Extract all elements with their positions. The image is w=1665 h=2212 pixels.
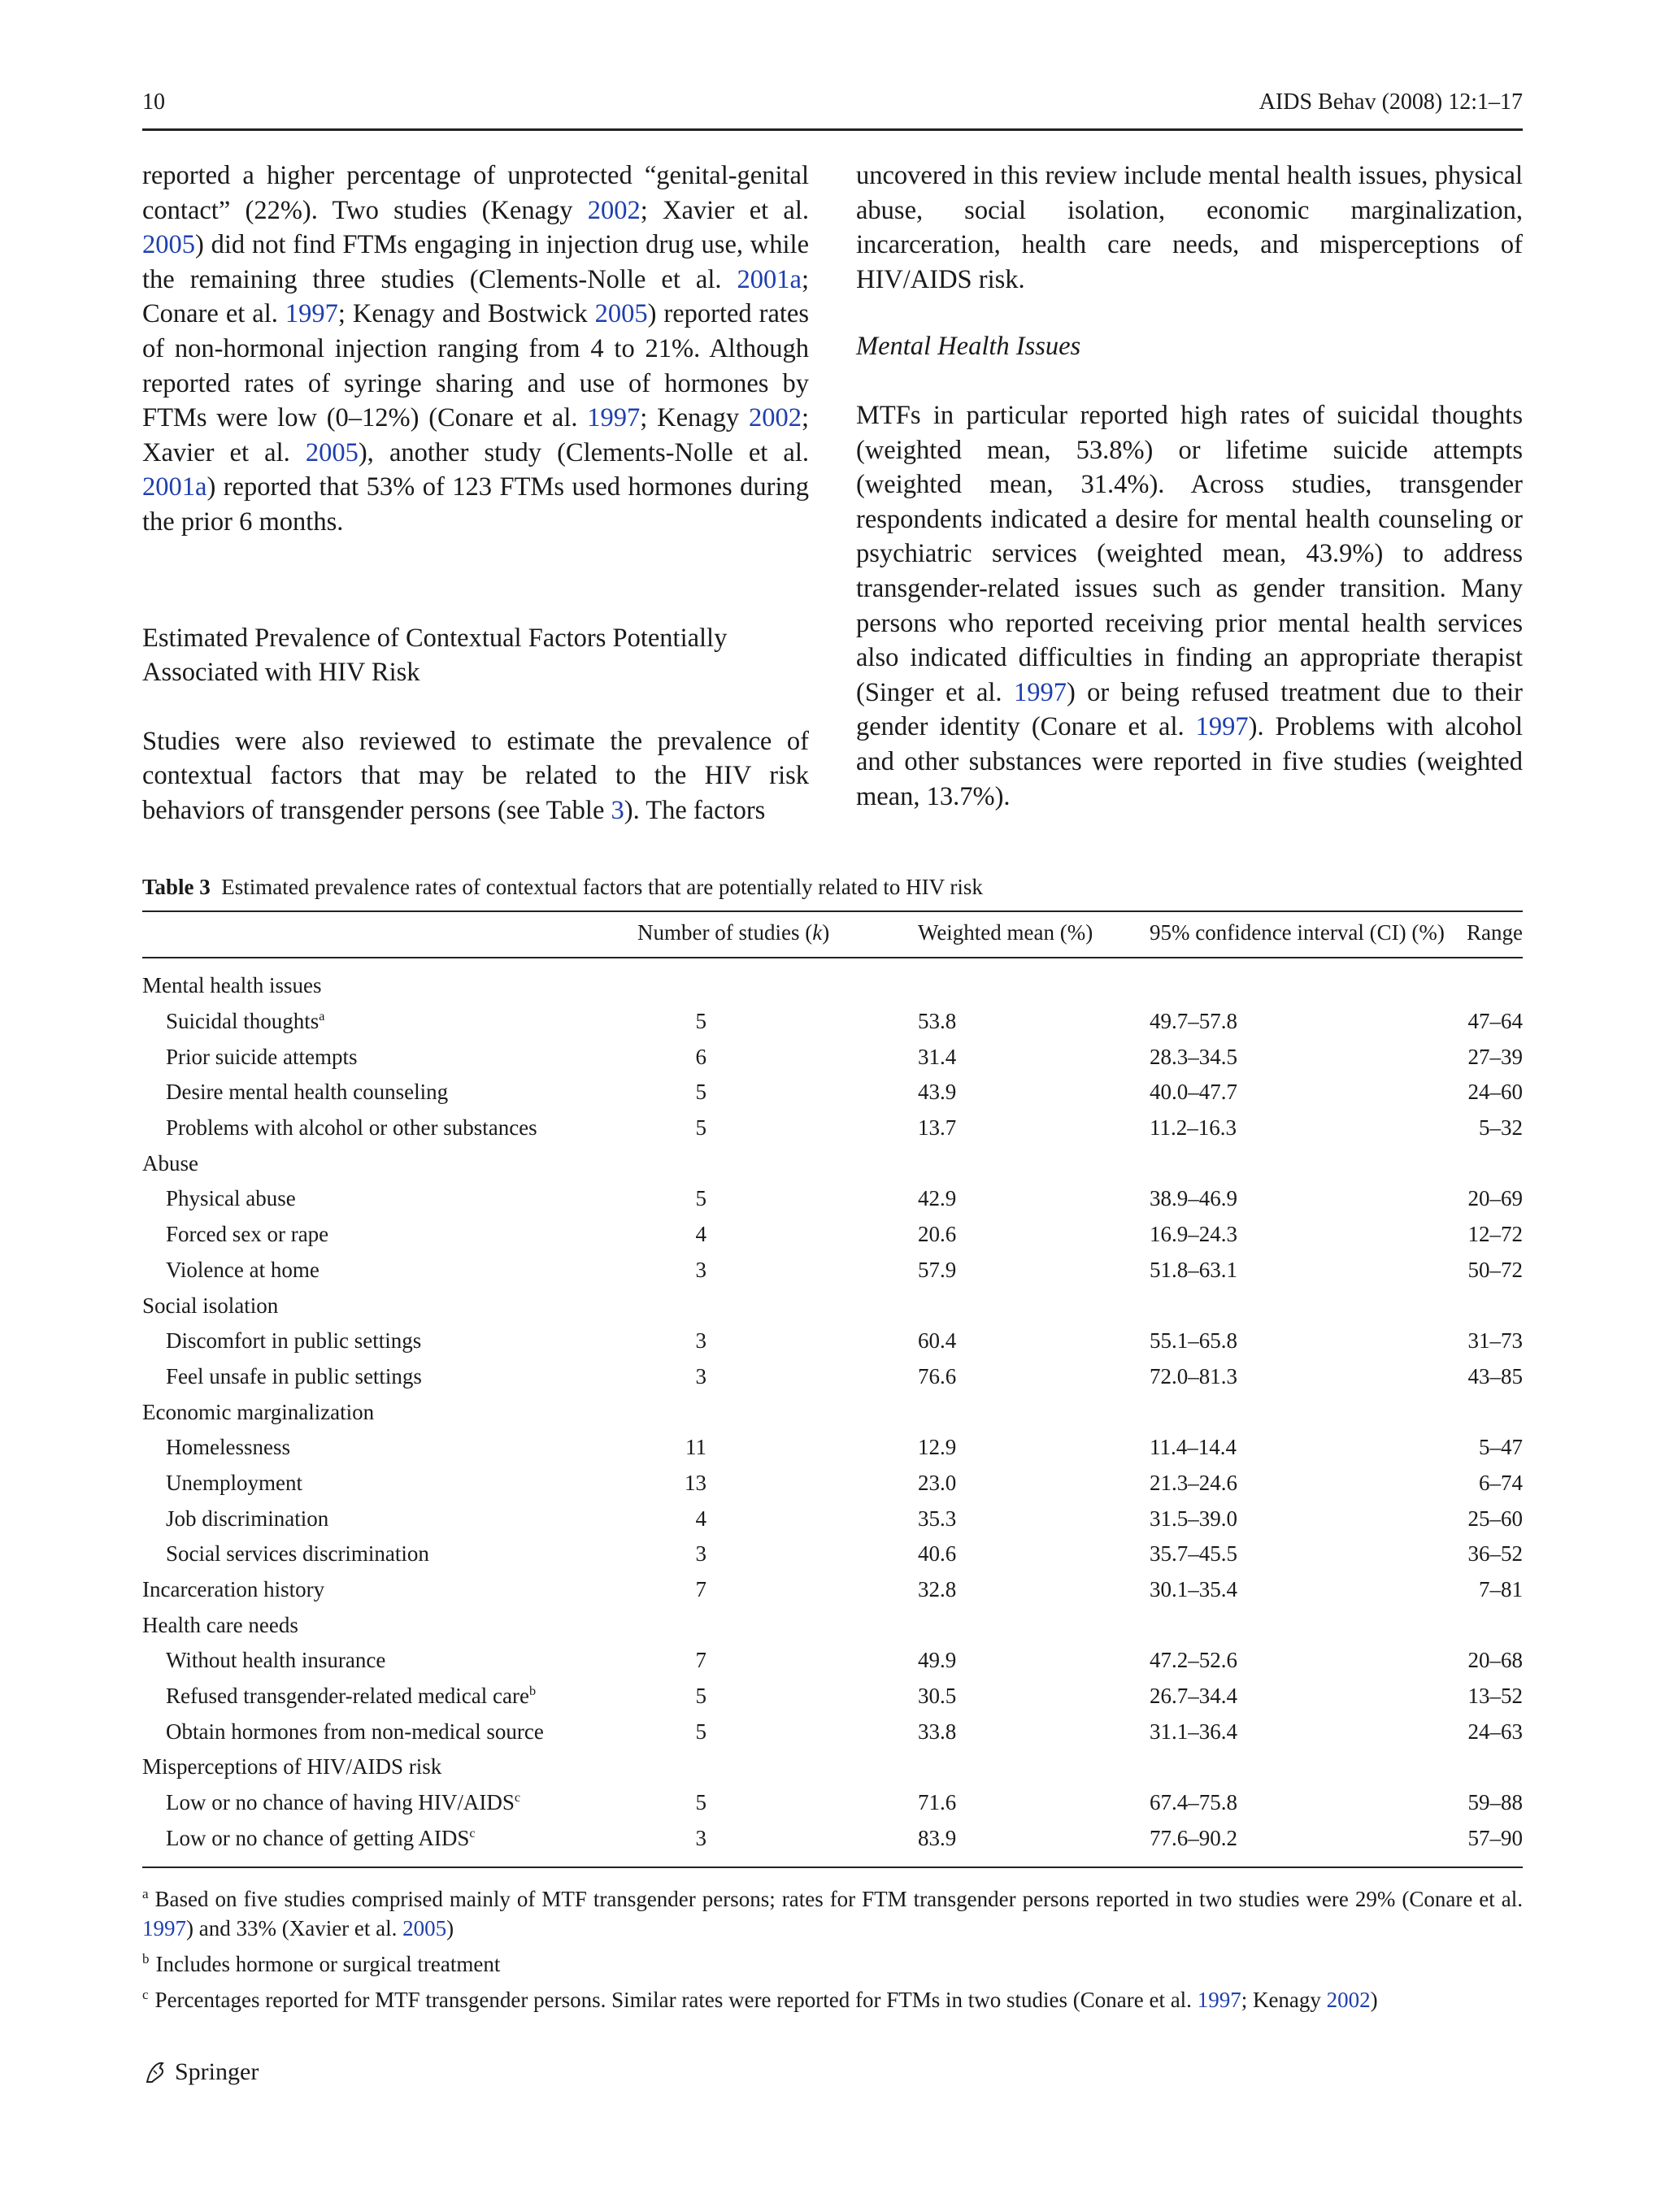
num-studies-cell: 3 (695, 1363, 706, 1388)
subsection-heading: Mental Health Issues (856, 332, 1081, 362)
table-row (142, 1466, 1523, 1501)
row-label: Without health insurance (166, 1648, 386, 1673)
table-row (142, 1714, 1523, 1749)
num-studies-cell: 7 (695, 1648, 706, 1673)
row-label: Physical abuse (166, 1186, 296, 1211)
range-cell: 6–74 (1479, 1470, 1523, 1495)
empty-cell (918, 958, 1150, 1004)
table-row (142, 1004, 1523, 1040)
weighted-mean-cell: 57.9 (918, 1257, 957, 1282)
ci-cell: 47.2–52.6 (1150, 1648, 1237, 1673)
table-row (142, 1253, 1523, 1289)
num-studies-cell: 5 (695, 1790, 706, 1815)
table-row (142, 1075, 1523, 1110)
num-studies-cell: 3 (695, 1541, 706, 1567)
citation-link[interactable]: 2002 (748, 403, 802, 433)
empty-cell (1150, 1607, 1445, 1643)
row-label: Mental health issues (142, 973, 322, 998)
row-label: Low or no chance of getting AIDS$^c$ (166, 1825, 476, 1850)
ci-cell: 30.1–35.4 (1150, 1577, 1237, 1602)
empty-cell (637, 1394, 918, 1430)
range-cell: 57–90 (1467, 1825, 1523, 1850)
weighted-mean-cell: 20.6 (918, 1222, 957, 1247)
range-cell: 31–73 (1467, 1328, 1523, 1354)
footnote-marker: c (514, 1790, 521, 1806)
running-header (142, 89, 1523, 131)
ci-cell: 77.6–90.2 (1150, 1825, 1237, 1850)
citation-link[interactable]: 1997 (1013, 677, 1067, 707)
row-label: Social isolation (142, 1293, 279, 1318)
row-label: Desire mental health counseling (166, 1080, 449, 1105)
table-row (142, 1430, 1523, 1466)
empty-cell (637, 1749, 918, 1785)
footnote-c: $^c$ Percentages reported for MTF transgender persons. Similar rates were reported for FTMs in two studies (Conare et al. 1997; Kenagy 2002) (142, 1987, 1378, 2012)
row-label: Unemployment (166, 1470, 302, 1495)
row-label: Social services discrimination (166, 1541, 429, 1567)
empty-cell (1150, 1145, 1445, 1181)
col-header-ci: 95% confidence interval (CI) (%) (1150, 911, 1445, 958)
citation-link[interactable]: 2002 (587, 195, 641, 225)
left-paragraph-2: Studies were also reviewed to estimate the prevalence of contextual factors that may be related to the HIV risk behaviors of transgender persons (see Table 3). The factors (142, 726, 809, 825)
empty-cell (918, 1394, 1150, 1430)
weighted-mean-cell: 53.8 (918, 1009, 957, 1034)
footnote-marker: c (469, 1825, 476, 1840)
weighted-mean-cell: 49.9 (918, 1648, 957, 1673)
weighted-mean-cell: 42.9 (918, 1186, 957, 1211)
citation-link[interactable]: 3 (611, 795, 624, 825)
num-studies-cell: 3 (695, 1257, 706, 1282)
table-group-row (142, 1394, 1523, 1430)
empty-cell (918, 1288, 1150, 1323)
ci-cell: 31.5–39.0 (1150, 1506, 1237, 1531)
num-studies-cell: 5 (695, 1186, 706, 1211)
citation-link[interactable]: 2005 (594, 299, 648, 329)
citation-link[interactable]: 1997 (285, 299, 338, 329)
col-header-range: Range (1445, 911, 1523, 958)
table-row (142, 1110, 1523, 1146)
num-studies-cell: 6 (695, 1044, 706, 1069)
table-row (142, 1359, 1523, 1395)
ci-cell: 38.9–46.9 (1150, 1186, 1237, 1211)
col-header-factor (142, 911, 637, 958)
weighted-mean-cell: 33.8 (918, 1719, 957, 1744)
table-caption (142, 875, 1523, 900)
num-studies-cell: 3 (695, 1825, 706, 1850)
empty-cell (637, 1145, 918, 1181)
range-cell: 47–64 (1467, 1009, 1523, 1034)
footnote-a: $^a$ Based on five studies comprised mainly of MTF transgender persons; rates for FTM transgender persons reported in two studies were 29% (Conare et al. 1997) and 33% (Xavier et al. 2005) (142, 1886, 1523, 1940)
empty-cell (637, 1288, 918, 1323)
range-cell: 13–52 (1467, 1684, 1523, 1709)
row-label: Feel unsafe in public settings (166, 1363, 422, 1388)
row-label: Prior suicide attempts (166, 1044, 358, 1069)
empty-cell (1445, 1607, 1523, 1643)
table-group-row (142, 1145, 1523, 1181)
citation-link[interactable]: 2001a (142, 472, 207, 502)
row-label: Health care needs (142, 1612, 298, 1637)
table-row (142, 1785, 1523, 1821)
num-studies-cell: 5 (695, 1684, 706, 1709)
table-row (142, 1181, 1523, 1217)
empty-cell (1150, 958, 1445, 1004)
footnote-marker: b (528, 1684, 537, 1699)
table-group-row (142, 1288, 1523, 1323)
citation-link[interactable]: 2005 (142, 230, 195, 260)
row-label: Violence at home (166, 1257, 320, 1282)
table-row (142, 1679, 1523, 1714)
table-caption-label: Table 3 (142, 875, 211, 899)
citation-link[interactable]: 1997 (1197, 1988, 1241, 2012)
row-label: Discomfort in public settings (166, 1328, 422, 1354)
range-cell: 20–69 (1467, 1186, 1523, 1211)
publisher-name: Springer (175, 2058, 259, 2085)
table-group-row (142, 1749, 1523, 1785)
citation-link[interactable]: 2002 (1326, 1988, 1371, 2012)
row-label: Low or no chance of having HIV/AIDS$^c$ (166, 1790, 521, 1815)
table-group-row (142, 958, 1523, 1004)
empty-cell (1150, 1394, 1445, 1430)
row-label: Abuse (142, 1150, 198, 1176)
table-row (142, 1217, 1523, 1253)
row-label: Economic marginalization (142, 1399, 375, 1424)
table-row (142, 1323, 1523, 1359)
range-cell: 12–72 (1467, 1222, 1523, 1247)
citation-link[interactable]: 2001a (737, 264, 802, 294)
ci-cell: 21.3–24.6 (1150, 1470, 1237, 1495)
num-studies-cell: 5 (695, 1009, 706, 1034)
num-studies-cell: 4 (695, 1506, 706, 1531)
row-label: Homelessness (166, 1435, 290, 1460)
ci-cell: 51.8–63.1 (1150, 1257, 1237, 1282)
range-cell: 5–32 (1479, 1115, 1523, 1141)
row-label: Suicidal thoughts$^a$ (166, 1009, 325, 1034)
col-header-k: Number of studies (k) (637, 911, 918, 958)
empty-cell (1150, 1749, 1445, 1785)
empty-cell (918, 1145, 1150, 1181)
empty-cell (637, 958, 918, 1004)
springer-horse-icon (142, 2059, 168, 2085)
empty-cell (1445, 1394, 1523, 1430)
row-label: Forced sex or rape (166, 1222, 329, 1247)
empty-cell (1150, 1288, 1445, 1323)
num-studies-cell: 3 (695, 1328, 706, 1354)
num-studies-cell: 5 (695, 1080, 706, 1105)
ci-cell: 16.9–24.3 (1150, 1222, 1237, 1247)
footnote-b: $^b$ Includes hormone or surgical treatment (142, 1951, 501, 1976)
empty-cell (918, 1749, 1150, 1785)
table-row (142, 1501, 1523, 1536)
ci-cell: 40.0–47.7 (1150, 1080, 1237, 1105)
ci-cell: 67.4–75.8 (1150, 1790, 1237, 1815)
range-cell: 50–72 (1467, 1257, 1523, 1282)
ci-cell: 72.0–81.3 (1150, 1363, 1237, 1388)
page-number: 10 (142, 89, 165, 115)
table-caption-text: Estimated prevalence rates of contextual factors that are potentially related to HIV risk (221, 875, 983, 899)
citation-link[interactable]: 1997 (1195, 712, 1249, 742)
empty-cell (637, 1607, 918, 1643)
row-label: Refused transgender-related medical care$^b$ (166, 1684, 537, 1709)
journal-reference: AIDS Behav (2008) 12:1–17 (1259, 89, 1523, 115)
citation-link[interactable]: 1997 (587, 403, 641, 433)
table-header-row (142, 911, 1523, 958)
row-label: Incarceration history (142, 1577, 325, 1602)
num-studies-cell: 11 (685, 1435, 706, 1460)
weighted-mean-cell: 71.6 (918, 1790, 957, 1815)
ci-cell: 11.2–16.3 (1150, 1115, 1237, 1141)
num-studies-cell: 5 (695, 1719, 706, 1744)
ci-cell: 55.1–65.8 (1150, 1328, 1237, 1354)
num-studies-cell: 5 (695, 1115, 706, 1141)
left-column (142, 159, 809, 828)
empty-cell (1445, 1145, 1523, 1181)
weighted-mean-cell: 83.9 (918, 1825, 957, 1850)
right-paragraph-2: MTFs in particular reported high rates of suicidal thoughts (weighted mean, 53.8%) or lifetime suicide attempts (weighted mean, 31.4%). Across studies, transgender respondents indicated a desire for mental health counseling or psychiatric services (weighted mean, 43.9%) to address transgender-related issues such as gender transition. Many persons who reported receiving prior mental health services also indicated difficulties in finding an appropriate therapist (Singer et al. 1997) or being refused treatment due to their gender identity (Conare et al. 1997). Problems with alcohol and other substances were reported in five studies (weighted mean, 13.7%). (856, 400, 1523, 811)
right-paragraph-1: uncovered in this review include mental health issues, physical abuse, social isolation, economic marginalization, incarceration, health care needs, and misperceptions of HIV/AIDS risk. (856, 161, 1523, 294)
empty-cell (918, 1607, 1150, 1643)
citation-link[interactable]: 2005 (305, 437, 359, 467)
weighted-mean-cell: 76.6 (918, 1363, 957, 1388)
weighted-mean-cell: 13.7 (918, 1115, 957, 1141)
weighted-mean-cell: 35.3 (918, 1506, 957, 1531)
weighted-mean-cell: 32.8 (918, 1577, 957, 1602)
weighted-mean-cell: 30.5 (918, 1684, 957, 1709)
table-row (142, 1572, 1523, 1608)
num-studies-cell: 4 (695, 1222, 706, 1247)
ci-cell: 49.7–57.8 (1150, 1009, 1237, 1034)
range-cell: 5–47 (1479, 1435, 1523, 1460)
range-cell: 43–85 (1467, 1363, 1523, 1388)
table-row (142, 1821, 1523, 1857)
weighted-mean-cell: 23.0 (918, 1470, 957, 1495)
empty-cell (1445, 1749, 1523, 1785)
publisher-footer (142, 2058, 259, 2086)
table-row (142, 1039, 1523, 1075)
table-row (142, 1643, 1523, 1679)
range-cell: 7–81 (1479, 1577, 1523, 1602)
ci-cell: 11.4–14.4 (1150, 1435, 1237, 1460)
citation-link[interactable]: 2005 (402, 1916, 447, 1940)
range-cell: 25–60 (1467, 1506, 1523, 1531)
ci-cell: 26.7–34.4 (1150, 1684, 1237, 1709)
table-bottom-rule (142, 1867, 1523, 1868)
weighted-mean-cell: 43.9 (918, 1080, 957, 1105)
footnote-marker: a (319, 1009, 325, 1024)
range-cell: 20–68 (1467, 1648, 1523, 1673)
row-label: Problems with alcohol or other substances (166, 1115, 537, 1141)
citation-link[interactable]: 1997 (142, 1916, 186, 1940)
row-label: Obtain hormones from non-medical source (166, 1719, 544, 1744)
ci-cell: 28.3–34.5 (1150, 1044, 1237, 1069)
col-header-weighted-mean: Weighted mean (%) (918, 911, 1150, 958)
weighted-mean-cell: 60.4 (918, 1328, 957, 1354)
right-column (856, 159, 1523, 814)
empty-cell (1445, 958, 1523, 1004)
range-cell: 24–63 (1467, 1719, 1523, 1744)
table-row (142, 1536, 1523, 1572)
weighted-mean-cell: 40.6 (918, 1541, 957, 1567)
empty-cell (1445, 1288, 1523, 1323)
weighted-mean-cell: 12.9 (918, 1435, 957, 1460)
ci-cell: 35.7–45.5 (1150, 1541, 1237, 1567)
prevalence-table (142, 910, 1523, 1856)
range-cell: 24–60 (1467, 1080, 1523, 1105)
num-studies-cell: 13 (685, 1470, 706, 1495)
left-paragraph-1: reported a higher percentage of unprotected “genital-genital contact” (22%). Two studies (Kenagy 2002; Xavier et al. 2005) did not find FTMs engaging in injection drug use, while the remaining three studies (Clements-Nolle et al. 2001a; Conare et al. 1997; Kenagy and Bostwick 2005) reported rates of non-hormonal injection ranging from 4 to 21%. Although reported rates of syringe sharing and use of hormones by FTMs were low (0–12%) (Conare et al. 1997; Kenagy 2002; Xavier et al. 2005), another study (Clements-Nolle et al. 2001a) reported that 53% of 123 FTMs used hormones during the prior 6 months. (142, 161, 810, 537)
ci-cell: 31.1–36.4 (1150, 1719, 1237, 1744)
row-label: Misperceptions of HIV/AIDS risk (142, 1754, 442, 1780)
section-heading: Estimated Prevalence of Contextual Factors Potentially Associated with HIV Risk (142, 623, 728, 688)
weighted-mean-cell: 31.4 (918, 1044, 957, 1069)
table-group-row (142, 1607, 1523, 1643)
range-cell: 27–39 (1467, 1044, 1523, 1069)
num-studies-cell: 7 (695, 1577, 706, 1602)
range-cell: 59–88 (1467, 1790, 1523, 1815)
row-label: Job discrimination (166, 1506, 329, 1531)
range-cell: 36–52 (1467, 1541, 1523, 1567)
